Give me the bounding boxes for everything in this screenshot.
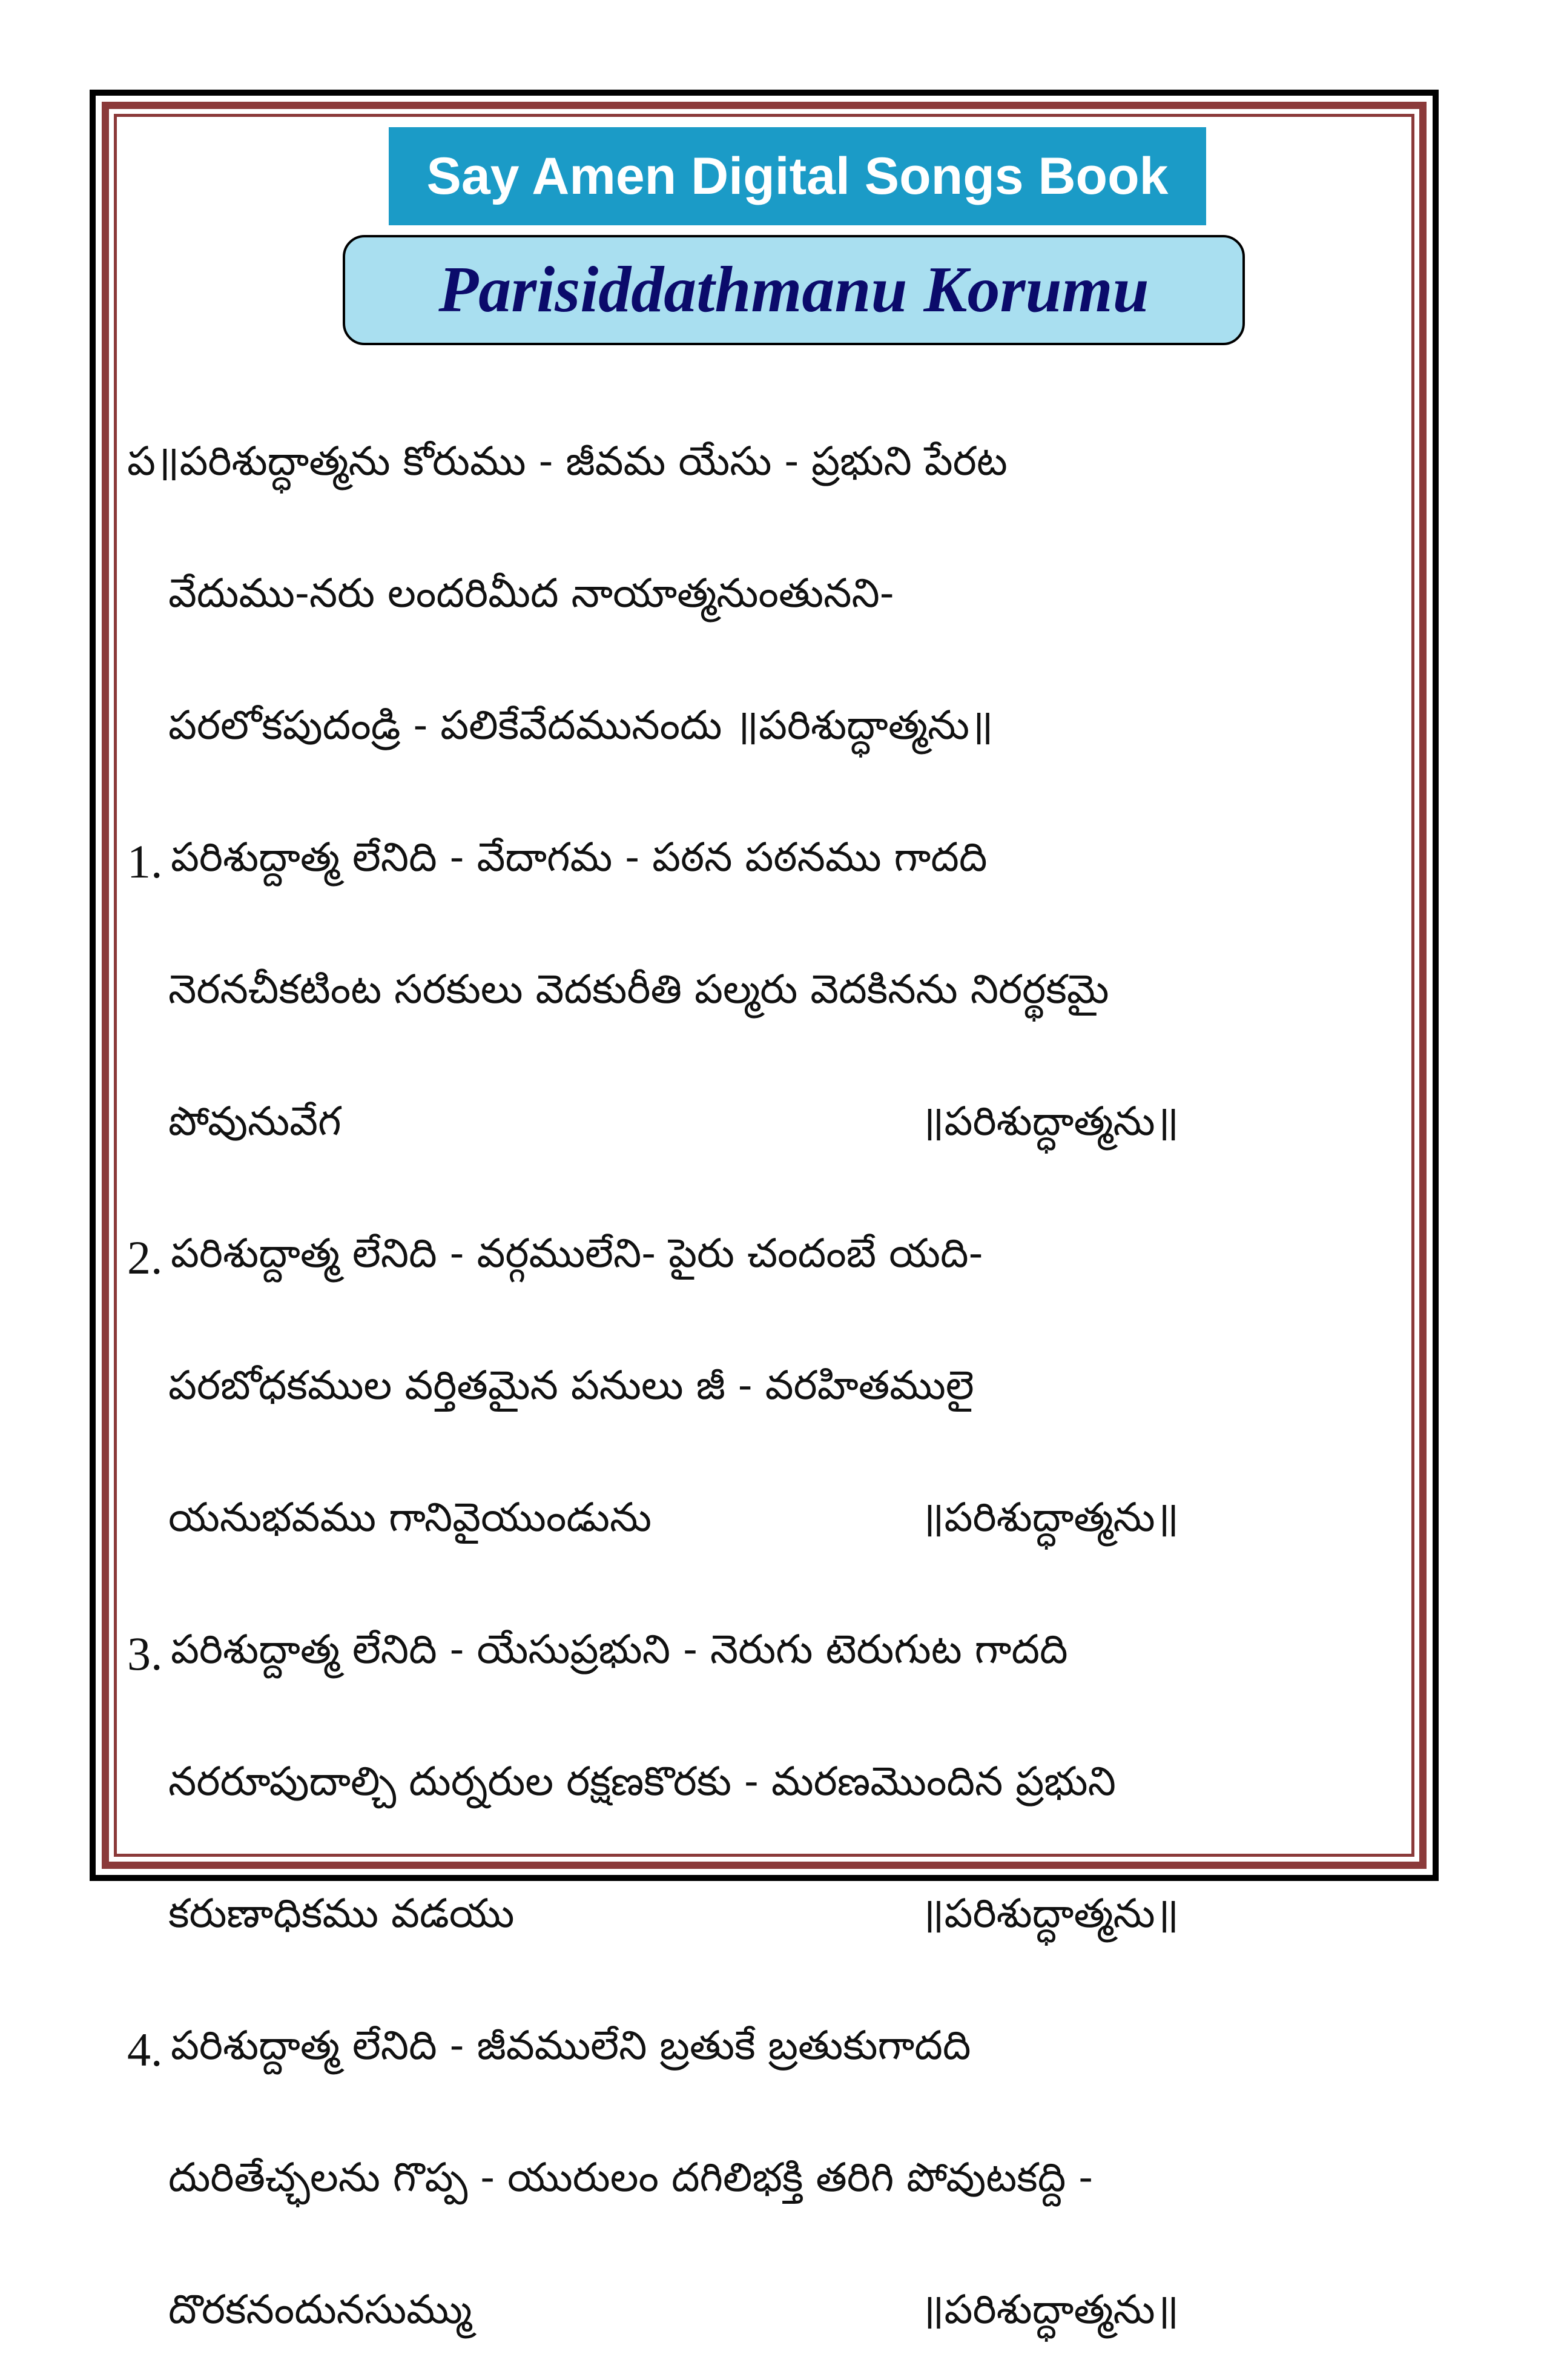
book-banner: [389, 127, 1206, 225]
banner-text: Say Amen Digital Songs Book: [426, 147, 1169, 205]
verse-line-text: పరిశుద్దాత్మ లేనిది - వర్గములేని- పైరు చందంబే యది-: [171, 1229, 983, 1277]
refrain-marker: ॥పరిశుద్ధాత్మను॥: [920, 1889, 1179, 1937]
verse-line-text: దొరకనందునసుమ్ము: [168, 2286, 472, 2333]
pallavi-line-text: పరలోకపుదండ్రి - పలికేవేదమునందు ॥పరిశుద్ధాత్మను॥: [168, 701, 994, 749]
verse-line: [127, 928, 1405, 1060]
pallavi-line: [127, 532, 1405, 664]
verse-line: [127, 1984, 1405, 2116]
verse-number: 4.: [127, 2023, 163, 2076]
verse-line: [127, 1456, 1405, 1588]
verse-line: [127, 2116, 1405, 2248]
refrain-marker: ॥పరిశుద్ధాత్మను॥: [920, 1097, 1179, 1145]
verse-line-text: కరుణాధికము వడయు: [168, 1889, 515, 1937]
verse-line: [127, 1192, 1405, 1324]
pallavi-line: [127, 400, 1405, 532]
verse-number: 2.: [127, 1231, 163, 1284]
verse-number: 1.: [127, 835, 163, 888]
verse-number: 3.: [127, 1627, 163, 1680]
pallavi-line-text: వేదుము-నరు లందరిమీద నాయాత్మనుంతునని-: [168, 569, 894, 616]
song-title: Parisiddathmanu Korumu: [438, 254, 1149, 326]
verse-line-text: పోవునువేగ: [168, 1097, 341, 1145]
verse-line-text: యనుభవము గానివైయుండును: [168, 1493, 652, 1541]
verse-line: [127, 1324, 1405, 1456]
verse-line: [127, 1060, 1405, 1192]
verse-line: [127, 2248, 1405, 2380]
verse-line-text: దురితేచ్ఛలను గొప్ప - యురులం దగిలిభక్తి తరిగి పోవుటకద్ది -: [168, 2154, 1094, 2201]
verse-line-text: పరిశుద్దాత్మ లేనిది - జీవములేని బ్రతుకే బ్రతుకుగాదది: [171, 2021, 971, 2069]
verse-line-text: పరబోధకముల వర్తితమైన పనులు జీ - వరహితములై: [168, 1361, 974, 1409]
pallavi-line-text: ప॥పరిశుద్ధాత్మను కోరుము - జీవమ యేసు - ప్రభుని పేరట: [127, 437, 1008, 484]
refrain-marker: ॥పరిశుద్ధాత్మను॥: [920, 1493, 1179, 1541]
verse-line-text: పరిశుద్దాత్మ లేనిది - యేసుప్రభుని - నెరుగు టెరుగుట గాదది: [171, 1625, 1068, 1673]
verse-line-text: పరిశుద్దాత్మ లేనిది - వేదాగమ - పఠన పఠనము గాదది: [171, 833, 988, 881]
verse-line: [127, 1720, 1405, 1852]
pallavi-line: [127, 664, 1405, 796]
verse-line: [127, 1852, 1405, 1984]
verse-line-text: నెరనచీకటింట సరకులు వెదకురీతి పల్మరు వెదకినను నిరర్థకమై: [168, 965, 1109, 1013]
song-title-box: [343, 235, 1245, 345]
lyrics-body: [127, 400, 1405, 2380]
verse-line: [127, 796, 1405, 928]
refrain-marker: ॥పరిశుద్ధాత్మను॥: [920, 2286, 1179, 2333]
verse-line-text: నరరూపుదాల్చి దుర్నరుల రక్షణకొరకు - మరణమొందిన ప్రభుని: [168, 1757, 1116, 1805]
verse-line: [127, 1588, 1405, 1720]
